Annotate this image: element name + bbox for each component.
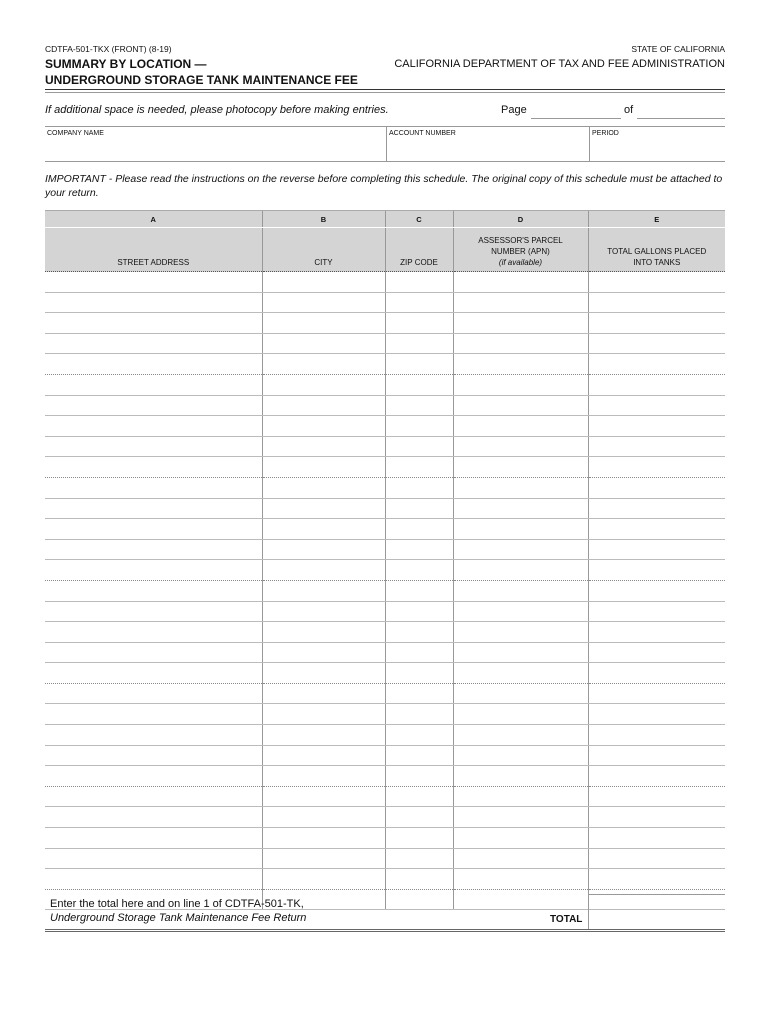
zip-code-cell[interactable] [385,292,453,313]
zip-code-cell[interactable] [385,622,453,643]
city-cell[interactable] [262,292,385,313]
apn-cell[interactable] [453,292,588,313]
city-cell[interactable] [262,663,385,684]
apn-cell[interactable] [453,725,588,746]
table-row [45,395,725,416]
table-row [45,601,725,622]
gallons-cell[interactable] [588,354,725,375]
state-label: STATE OF CALIFORNIA [631,44,725,54]
gallons-cell[interactable] [588,683,725,704]
column-letter: E [588,211,725,228]
total-gallons-header [588,228,725,272]
table-row [45,477,725,498]
city-cell[interactable] [262,374,385,395]
city-cell[interactable] [262,786,385,807]
gallons-cell[interactable] [588,580,725,601]
city-cell[interactable] [262,642,385,663]
city-cell[interactable] [262,807,385,828]
page-label: Page [501,104,527,116]
city-cell[interactable] [262,539,385,560]
street-address-cell[interactable] [45,292,262,313]
gallons-cell[interactable] [588,272,725,293]
zip-code-cell[interactable] [385,313,453,334]
column-letter: D [453,211,588,228]
zip-code-cell[interactable] [385,704,453,725]
street-address-cell[interactable] [45,457,262,478]
zip-code-cell[interactable] [385,869,453,890]
column-letter-row [45,211,725,228]
total-instruction-line1: Enter the total here and on line 1 of CDTFA-501-TK, [50,898,304,910]
gallons-cell[interactable] [588,601,725,622]
total-label: TOTAL [550,914,583,925]
gallons-cell[interactable] [588,498,725,519]
gallons-cell[interactable] [588,704,725,725]
agency-name: CALIFORNIA DEPARTMENT OF TAX AND FEE ADMINISTRATION [394,58,725,70]
total-instruction-line2: Underground Storage Tank Maintenance Fee Return [50,912,307,924]
city-cell[interactable] [262,354,385,375]
city-cell[interactable] [262,519,385,540]
city-cell[interactable] [262,313,385,334]
city-cell[interactable] [262,766,385,787]
apn-cell[interactable] [453,786,588,807]
zip-code-cell[interactable] [385,374,453,395]
table-row [45,457,725,478]
city-cell[interactable] [262,869,385,890]
city-cell[interactable] [262,683,385,704]
street-address-cell[interactable] [45,601,262,622]
street-address-cell[interactable] [45,477,262,498]
apn-cell[interactable] [453,519,588,540]
gallons-cell[interactable] [588,663,725,684]
apn-cell[interactable] [453,333,588,354]
street-address-cell[interactable] [45,560,262,581]
apn-cell[interactable] [453,395,588,416]
city-cell[interactable] [262,272,385,293]
gallons-cell[interactable] [588,457,725,478]
street-address-cell[interactable] [45,416,262,437]
zip-code-cell[interactable] [385,560,453,581]
table-row [45,683,725,704]
gallons-cell[interactable] [588,333,725,354]
gallons-cell[interactable] [588,519,725,540]
form-number: CDTFA-501-TKX (FRONT) (8-19) [45,44,172,54]
total-gallons-field[interactable] [588,894,726,929]
gallons-cell[interactable] [588,828,725,849]
gallons-cell[interactable] [588,786,725,807]
street-address-cell[interactable] [45,519,262,540]
location-table [45,210,725,910]
table-row [45,704,725,725]
table-row [45,828,725,849]
apn-cell[interactable] [453,354,588,375]
table-row [45,766,725,787]
gallons-cell[interactable] [588,374,725,395]
apn-cell[interactable] [453,436,588,457]
street-address-cell[interactable] [45,272,262,293]
zip-code-cell[interactable] [385,601,453,622]
city-cell[interactable] [262,725,385,746]
street-address-cell[interactable] [45,848,262,869]
apn-cell[interactable] [453,622,588,643]
city-cell[interactable] [262,395,385,416]
table-row [45,374,725,395]
zip-code-cell[interactable] [385,498,453,519]
zip-code-cell[interactable] [385,395,453,416]
apn-cell[interactable] [453,560,588,581]
street-address-cell[interactable] [45,704,262,725]
gallons-cell[interactable] [588,560,725,581]
street-address-cell[interactable] [45,498,262,519]
photocopy-note: If additional space is needed, please photocopy before making entries. [45,104,389,116]
city-cell[interactable] [262,622,385,643]
apn-cell[interactable] [453,642,588,663]
important-instructions: IMPORTANT - Please read the instructions on the reverse before completing this schedule. The original copy of this schedule must be attached to your return. [45,173,723,199]
zip-code-cell[interactable] [385,272,453,293]
table-row [45,642,725,663]
apn-cell[interactable] [453,663,588,684]
street-address-cell[interactable] [45,745,262,766]
page-of-label: of [624,104,634,116]
table-row [45,869,725,890]
city-cell[interactable] [262,580,385,601]
header-divider-secondary [45,92,725,93]
zip-code-cell[interactable] [385,828,453,849]
zip-code-cell[interactable] [385,766,453,787]
gallons-cell[interactable] [588,725,725,746]
street-address-cell[interactable] [45,786,262,807]
city-cell[interactable] [262,477,385,498]
street-address-cell[interactable] [45,374,262,395]
street-address-cell[interactable] [45,539,262,560]
city-cell[interactable] [262,498,385,519]
gallons-cell[interactable] [588,745,725,766]
apn-cell[interactable] [453,869,588,890]
gallons-cell[interactable] [588,436,725,457]
table-row [45,498,725,519]
page-number-field[interactable] [531,118,621,119]
street-address-cell[interactable] [45,333,262,354]
street-address-cell[interactable] [45,313,262,334]
gallons-cell[interactable] [588,848,725,869]
apn-cell[interactable] [453,539,588,560]
total-gallons-header-line1: TOTAL GALLONS PLACED [607,247,707,256]
city-cell[interactable] [262,457,385,478]
zip-code-cell[interactable] [385,683,453,704]
table-row [45,663,725,684]
gallons-cell[interactable] [588,313,725,334]
page-total-field[interactable] [637,118,725,119]
apn-cell[interactable] [453,272,588,293]
city-cell[interactable] [262,436,385,457]
gallons-cell[interactable] [588,766,725,787]
apn-cell[interactable] [453,416,588,437]
zip-code-cell[interactable] [385,786,453,807]
table-row [45,560,725,581]
table-row [45,539,725,560]
apn-cell[interactable] [453,766,588,787]
street-address-cell[interactable] [45,436,262,457]
table-row [45,292,725,313]
apn-cell[interactable] [453,457,588,478]
header-divider [45,89,725,90]
city-cell[interactable] [262,333,385,354]
city-cell[interactable] [262,745,385,766]
zip-code-cell[interactable] [385,580,453,601]
apn-cell[interactable] [453,477,588,498]
company-name-field[interactable] [45,127,386,161]
company-info-box [45,126,725,162]
street-address-cell[interactable] [45,622,262,643]
apn-header-line3: (if available) [498,258,543,267]
street-address-cell[interactable] [45,642,262,663]
table-row [45,848,725,869]
gallons-cell[interactable] [588,395,725,416]
apn-cell[interactable] [453,704,588,725]
apn-cell[interactable] [453,313,588,334]
apn-header-line1: ASSESSOR'S PARCEL [478,236,563,245]
table-row [45,786,725,807]
street-address-cell[interactable] [45,663,262,684]
apn-cell[interactable] [453,601,588,622]
gallons-cell[interactable] [588,477,725,498]
gallons-cell[interactable] [588,622,725,643]
apn-cell[interactable] [453,683,588,704]
table-row [45,416,725,437]
city-cell[interactable] [262,848,385,869]
street-address-cell[interactable] [45,683,262,704]
street-address-cell[interactable] [45,869,262,890]
street-address-cell[interactable] [45,807,262,828]
gallons-cell[interactable] [588,539,725,560]
company-name-label: COMPANY NAME [47,130,104,137]
table-row [45,313,725,334]
account-number-label: ACCOUNT NUMBER [389,130,456,137]
table-row [45,272,725,293]
column-letter: A [45,211,262,228]
zip-code-cell[interactable] [385,642,453,663]
city-cell[interactable] [262,416,385,437]
total-gallons-header-line2: INTO TANKS [633,258,681,267]
table-row [45,354,725,375]
zip-code-cell[interactable] [385,539,453,560]
street-address-cell[interactable] [45,828,262,849]
street-address-header: STREET ADDRESS [45,228,262,272]
table-row [45,333,725,354]
gallons-cell[interactable] [588,416,725,437]
apn-cell[interactable] [453,374,588,395]
apn-cell[interactable] [453,580,588,601]
zip-code-cell[interactable] [385,519,453,540]
city-cell[interactable] [262,704,385,725]
city-cell[interactable] [262,828,385,849]
apn-header [453,228,588,272]
zip-code-cell[interactable] [385,745,453,766]
city-cell[interactable] [262,560,385,581]
street-address-cell[interactable] [45,580,262,601]
column-letter: B [262,211,385,228]
street-address-cell[interactable] [45,766,262,787]
apn-cell[interactable] [453,745,588,766]
column-letter: C [385,211,453,228]
gallons-cell[interactable] [588,869,725,890]
table-row [45,622,725,643]
period-field[interactable] [589,127,725,161]
apn-cell[interactable] [453,848,588,869]
zip-code-cell[interactable] [385,807,453,828]
street-address-cell[interactable] [45,395,262,416]
form-title-line1: SUMMARY BY LOCATION — [45,57,207,71]
zip-code-cell[interactable] [385,477,453,498]
zip-code-cell[interactable] [385,848,453,869]
city-cell[interactable] [262,601,385,622]
zip-code-cell[interactable] [385,354,453,375]
table-row [45,807,725,828]
period-label: PERIOD [592,130,619,137]
gallons-cell[interactable] [588,642,725,663]
zip-code-header: ZIP CODE [385,228,453,272]
table-row [45,519,725,540]
street-address-cell[interactable] [45,725,262,746]
zip-code-cell[interactable] [385,436,453,457]
gallons-cell[interactable] [588,807,725,828]
zip-code-cell[interactable] [385,457,453,478]
apn-header-line2: NUMBER (APN) [491,247,550,256]
gallons-cell[interactable] [588,292,725,313]
street-address-cell[interactable] [45,354,262,375]
apn-cell[interactable] [453,498,588,519]
table-body [45,272,725,910]
table-row [45,436,725,457]
zip-code-cell[interactable] [385,333,453,354]
zip-code-cell[interactable] [385,725,453,746]
apn-cell[interactable] [453,828,588,849]
apn-cell[interactable] [453,807,588,828]
account-number-field[interactable] [386,127,589,161]
zip-code-cell[interactable] [385,416,453,437]
form-title-line2: UNDERGROUND STORAGE TANK MAINTENANCE FEE [45,73,358,87]
column-header-row [45,228,725,272]
table-row [45,745,725,766]
zip-code-cell[interactable] [385,663,453,684]
city-header: CITY [262,228,385,272]
table-row [45,580,725,601]
table-row [45,725,725,746]
